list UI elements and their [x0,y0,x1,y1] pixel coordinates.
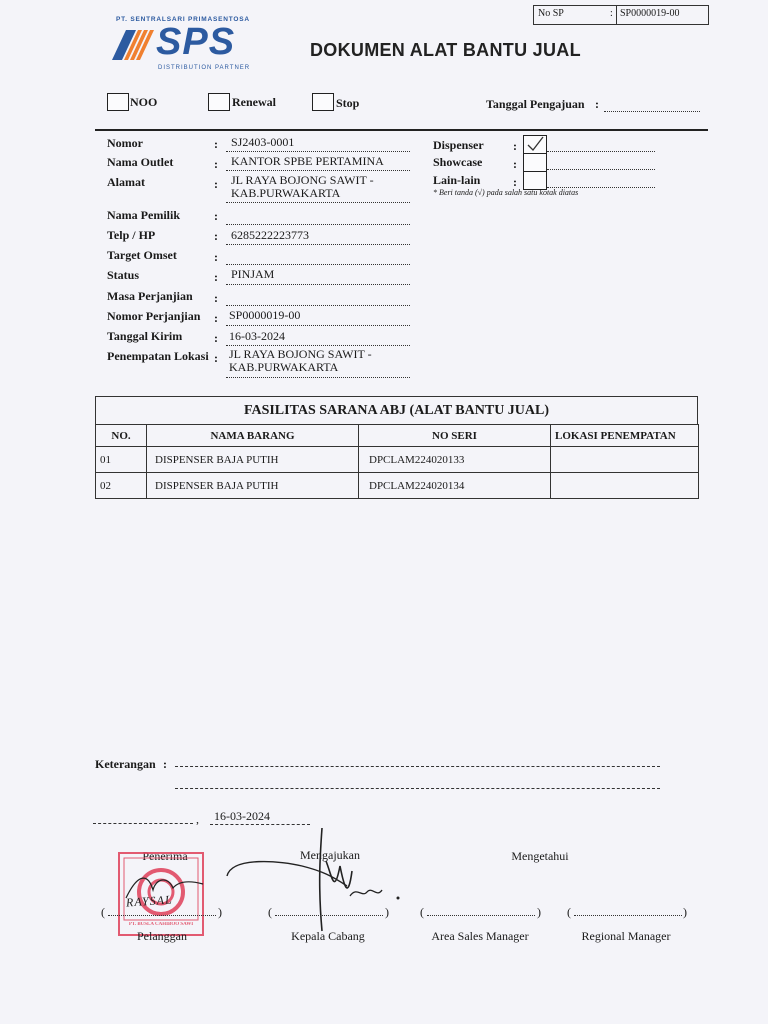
table-header-no-seri: NO SERI [359,425,551,447]
equipment-note: * Beri tanda (√) pada salah satu kotak diatas [433,188,579,197]
table-cell-nama-barang: DISPENSER BAJA PUTIH [147,447,359,473]
tanggal-pengajuan-label: Tanggal Pengajuan [486,97,585,111]
no-sp-colon: : [610,8,613,19]
no-sp-box [533,5,709,25]
sig-role-area-sales-manager: Area Sales Manager [431,929,529,943]
table-row [96,473,699,499]
equip-label-lain-lain: Lain-lain [433,173,481,187]
signed-date: 16-03-2024 [214,809,270,823]
field-value-penempatan-lokasi: JL RAYA BOJONG SAWIT - KAB.PURWAKARTA [229,347,372,374]
checkbox-renewal-label: Renewal [232,95,276,109]
field-value-alamat: JL RAYA BOJONG SAWIT - KAB.PURWAKARTA [231,173,374,200]
logo-stripes-icon [112,28,156,62]
table-cell-no: 01 [96,447,147,473]
equip-label-dispenser: Dispenser [433,138,484,152]
field-label-nomor: Nomor [107,136,143,150]
sig-heading-mengajukan: Mengajukan [300,848,360,862]
field-label-nomor-perjanjian: Nomor Perjanjian [107,309,201,323]
no-sp-value: SP0000019-00 [620,8,680,19]
tanggal-pengajuan-field[interactable] [604,111,700,112]
field-label-penempatan-lokasi: Penempatan Lokasi [107,349,209,363]
no-sp-label: No SP [538,8,564,19]
checkbox-noo[interactable] [107,93,129,111]
field-label-telp: Telp / HP [107,228,156,242]
field-label-masa-perjanjian: Masa Perjanjian [107,289,193,303]
sig-role-pelanggan: Pelanggan [137,929,187,943]
equip-label-showcase: Showcase [433,155,483,169]
field-value-nomor: SJ2403-0001 [231,135,295,149]
signature-pelanggan-scribble [118,868,208,908]
table-header-lokasi: LOKASI PENEMPATAN [551,425,699,447]
table-cell-nama-barang: DISPENSER BAJA PUTIH [147,473,359,499]
table-header-nama-barang: NAMA BARANG [147,425,359,447]
check-icon [524,136,546,153]
company-name: PT. SENTRALSARI PRIMASENTOSA [116,16,250,23]
page-title: DOKUMEN ALAT BANTU JUAL [310,40,581,60]
table-cell-no-seri: DPCLAM224020134 [359,473,551,499]
table-header-no: NO. [96,425,147,447]
field-label-nama-pemilik: Nama Pemilik [107,208,180,222]
field-value-tanggal-kirim: 16-03-2024 [229,329,285,343]
field-value-status: PINJAM [231,267,275,281]
field-label-tanggal-kirim: Tanggal Kirim [107,329,183,343]
keterangan-line-2 [175,788,660,789]
keterangan-label: Keterangan [95,757,156,771]
signature-pelanggan: RAYSAL [125,892,174,910]
table-row [96,447,699,473]
sig-role-regional-manager: Regional Manager [581,929,671,943]
stamp-text: PT. BUSLA CAHIBOO SAWI [128,922,194,927]
table-cell-no-seri: DPCLAM224020133 [359,447,551,473]
company-tagline: DISTRIBUTION PARTNER [158,65,251,71]
field-value-nomor-perjanjian: SP0000019-00 [229,308,301,322]
field-label-alamat: Alamat [107,175,145,189]
field-label-status: Status [107,268,140,282]
field-label-nama-outlet: Nama Outlet [107,155,174,169]
place-field [93,823,193,824]
field-value-nama-outlet: KANTOR SPBE PERTAMINA [231,154,384,168]
checkbox-stop[interactable] [312,93,334,111]
sig-heading-penerima: Penerima [142,849,188,863]
logo-text: SPS [156,21,236,63]
field-label-target-omset: Target Omset [107,248,177,262]
checkbox-dispenser[interactable] [523,135,547,154]
sig-role-kepala-cabang: Kepala Cabang [291,929,365,943]
facilities-title: FASILITAS SARANA ABJ (ALAT BANTU JUAL) [95,396,698,424]
table-header-row [96,425,699,447]
field-value-telp: 6285222223773 [231,228,309,242]
table-cell-lokasi[interactable] [551,447,699,473]
checkbox-noo-label: NOO [130,95,158,109]
checkbox-showcase[interactable] [523,153,547,172]
checkbox-stop-label: Stop [336,96,360,110]
table-cell-lokasi[interactable] [551,473,699,499]
checkbox-renewal[interactable] [208,93,230,111]
table-cell-no: 02 [96,473,147,499]
company-logo [112,16,272,74]
keterangan-field[interactable] [175,752,660,767]
facilities-table [95,396,698,499]
signature-kepala-cabang [222,826,412,936]
sig-heading-mengetahui: Mengetahui [511,849,569,863]
header-divider [95,129,708,131]
